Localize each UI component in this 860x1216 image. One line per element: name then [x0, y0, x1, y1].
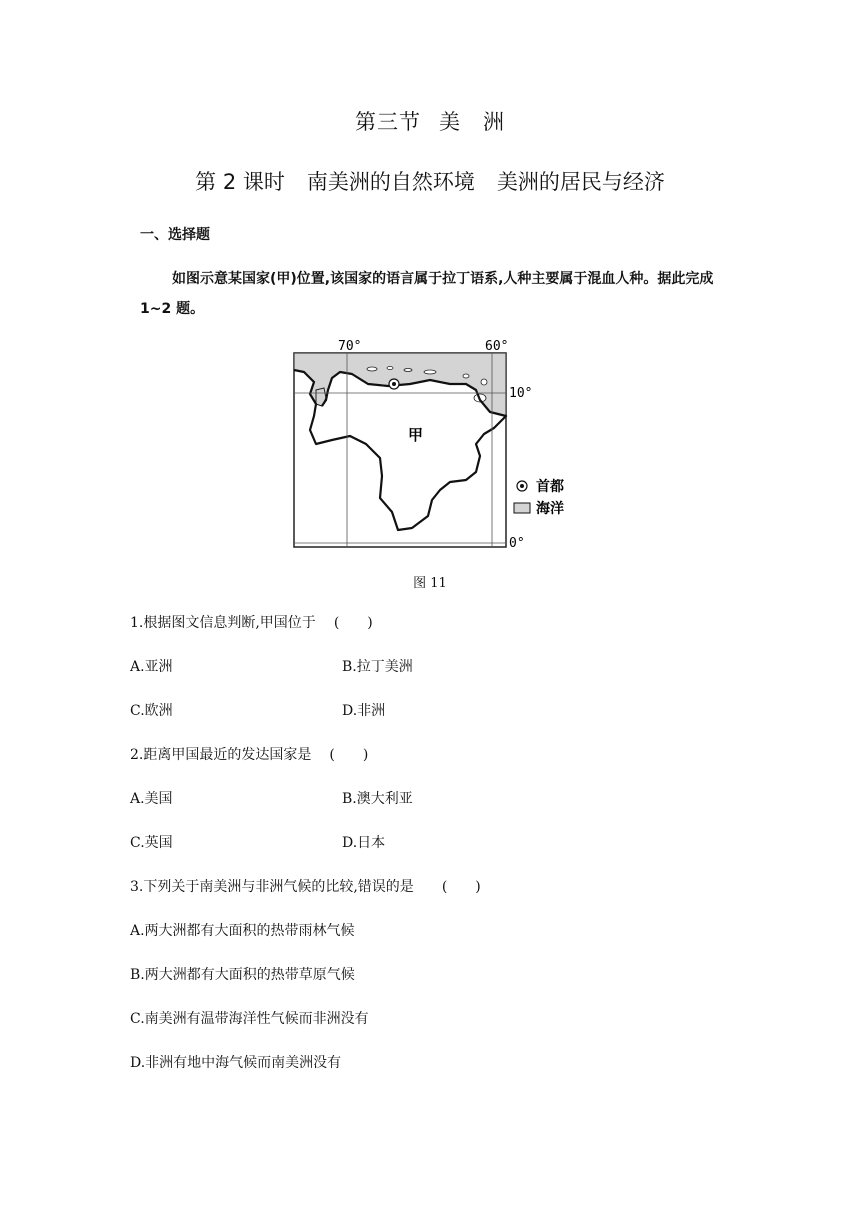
lesson-topic-2: 美洲的居民与经济 [496, 170, 665, 194]
part-heading: 一、选择题 [140, 227, 210, 243]
option-d: D.非洲有地中海气候而南美洲没有 [130, 1055, 342, 1071]
lat-bottom-label: 0° [509, 536, 525, 551]
venezuela-map [280, 336, 580, 556]
map-figure [280, 336, 580, 556]
option-b: B.澳大利亚 [342, 791, 413, 807]
option-a: A.亚洲 [130, 659, 173, 675]
option-a: A.两大洲都有大面积的热带雨林气候 [130, 923, 355, 939]
answer-bracket: ( ) [333, 615, 373, 631]
question-3 [130, 876, 481, 896]
intro-text: 如图示意某国家(甲)位置,该国家的语言属于拉丁语系,人种主要属于混血人种。据此完成 1~2 题。 [140, 271, 714, 317]
lon-left-label: 70° [338, 339, 362, 354]
option-d: D.非洲 [342, 703, 386, 719]
lon-right-label: 60° [485, 339, 509, 354]
question-stem: 2.距离甲国最近的发达国家是 [130, 747, 312, 763]
option-d: D.日本 [342, 835, 386, 851]
question-stem: 1.根据图文信息判断,甲国位于 [130, 615, 316, 631]
question-2 [130, 744, 368, 764]
legend-ocean-swatch [514, 503, 530, 513]
option-c: C.南美洲有温带海洋性气候而非洲没有 [130, 1011, 369, 1027]
section-number: 第三节 [355, 110, 421, 134]
option-b: B.拉丁美洲 [342, 659, 413, 675]
question-1 [130, 612, 373, 632]
lesson-title [0, 166, 860, 196]
legend-ocean-label: 海洋 [536, 501, 564, 517]
lesson-topic-1: 南美洲的自然环境 [306, 170, 475, 194]
lesson-number: 第 2 课时 [195, 170, 285, 194]
option-c: C.欧洲 [130, 703, 173, 719]
option-b: B.两大洲都有大面积的热带草原气候 [130, 967, 355, 983]
answer-bracket: ( ) [329, 747, 369, 763]
option-a: A.美国 [130, 791, 173, 807]
country-label: 甲 [408, 426, 424, 444]
question-stem: 3.下列关于南美洲与非洲气候的比较,错误的是 [130, 879, 414, 895]
page-title [0, 106, 860, 136]
lat-top-label: 10° [509, 386, 533, 401]
legend-capital-label: 首都 [536, 479, 564, 495]
figure-caption: 图 11 [413, 576, 447, 591]
option-c: C.英国 [130, 835, 173, 851]
section-name: 美 洲 [439, 110, 505, 134]
answer-bracket: ( ) [441, 879, 481, 895]
